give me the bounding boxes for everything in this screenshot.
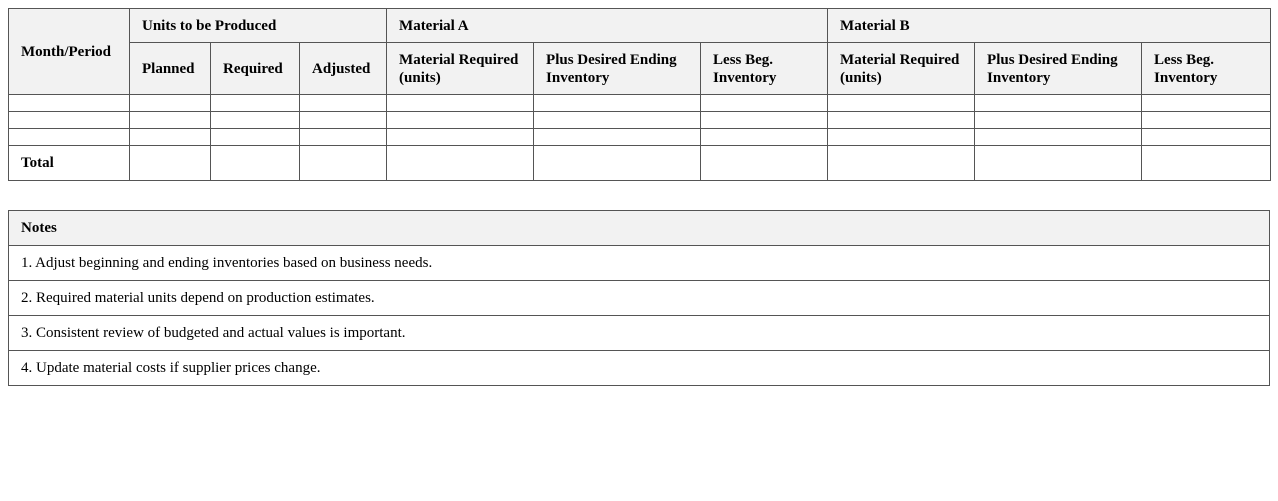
materials-budget-table [8, 8, 1271, 181]
note-item: 2. Required material units depend on production estimates. [9, 281, 1270, 316]
header-material-b: Material B [828, 9, 1271, 43]
page-content [8, 8, 1270, 386]
note-row [9, 316, 1270, 351]
header-a-material-required: Material Required (units) [387, 43, 534, 95]
note-item: 1. Adjust beginning and ending inventories based on business needs. [9, 246, 1270, 281]
table-cell[interactable] [701, 112, 828, 129]
total-label: Total [9, 146, 130, 181]
note-row [9, 351, 1270, 386]
table-row [9, 129, 1271, 146]
note-row [9, 281, 1270, 316]
total-cell[interactable] [534, 146, 701, 181]
table-cell[interactable] [211, 112, 300, 129]
header-adjusted: Adjusted [300, 43, 387, 95]
table-cell[interactable] [701, 95, 828, 112]
note-item: 4. Update material costs if supplier prices change. [9, 351, 1270, 386]
header-row-groups [9, 9, 1271, 43]
table-cell[interactable] [828, 129, 975, 146]
header-month-period: Month/Period [9, 9, 130, 95]
table-cell[interactable] [534, 95, 701, 112]
header-b-plus-desired-ending: Plus Desired Ending Inventory [975, 43, 1142, 95]
table-cell[interactable] [387, 129, 534, 146]
header-row-columns [9, 43, 1271, 95]
total-row [9, 146, 1271, 181]
header-planned: Planned [130, 43, 211, 95]
table-cell[interactable] [975, 95, 1142, 112]
table-cell[interactable] [211, 129, 300, 146]
table-cell[interactable] [130, 129, 211, 146]
notes-table [8, 210, 1270, 386]
table-cell[interactable] [975, 129, 1142, 146]
table-cell[interactable] [300, 112, 387, 129]
total-cell[interactable] [1142, 146, 1271, 181]
table-cell[interactable] [387, 112, 534, 129]
total-cell[interactable] [130, 146, 211, 181]
table-cell[interactable] [701, 129, 828, 146]
table-cell[interactable] [211, 95, 300, 112]
table-cell[interactable] [828, 95, 975, 112]
header-units-to-be-produced: Units to be Produced [130, 9, 387, 43]
table-row [9, 112, 1271, 129]
total-cell[interactable] [211, 146, 300, 181]
table-cell[interactable] [975, 112, 1142, 129]
header-a-less-beg-inventory: Less Beg. Inventory [701, 43, 828, 95]
header-material-a: Material A [387, 9, 828, 43]
table-row [9, 95, 1271, 112]
header-b-material-required: Material Required (units) [828, 43, 975, 95]
total-cell[interactable] [828, 146, 975, 181]
total-cell[interactable] [975, 146, 1142, 181]
table-cell[interactable] [387, 95, 534, 112]
table-cell[interactable] [534, 112, 701, 129]
notes-header-row [9, 211, 1270, 246]
table-cell[interactable] [1142, 112, 1271, 129]
table-cell[interactable] [9, 129, 130, 146]
table-cell[interactable] [9, 95, 130, 112]
header-a-plus-desired-ending: Plus Desired Ending Inventory [534, 43, 701, 95]
table-cell[interactable] [534, 129, 701, 146]
header-required: Required [211, 43, 300, 95]
table-cell[interactable] [300, 129, 387, 146]
header-b-less-beg-inventory: Less Beg. Inventory [1142, 43, 1271, 95]
table-cell[interactable] [9, 112, 130, 129]
table-cell[interactable] [130, 112, 211, 129]
table-cell[interactable] [130, 95, 211, 112]
total-cell[interactable] [300, 146, 387, 181]
table-cell[interactable] [1142, 129, 1271, 146]
table-cell[interactable] [828, 112, 975, 129]
note-item: 3. Consistent review of budgeted and actual values is important. [9, 316, 1270, 351]
table-cell[interactable] [300, 95, 387, 112]
notes-title: Notes [9, 211, 1270, 246]
table-cell[interactable] [1142, 95, 1271, 112]
note-row [9, 246, 1270, 281]
total-cell[interactable] [701, 146, 828, 181]
total-cell[interactable] [387, 146, 534, 181]
